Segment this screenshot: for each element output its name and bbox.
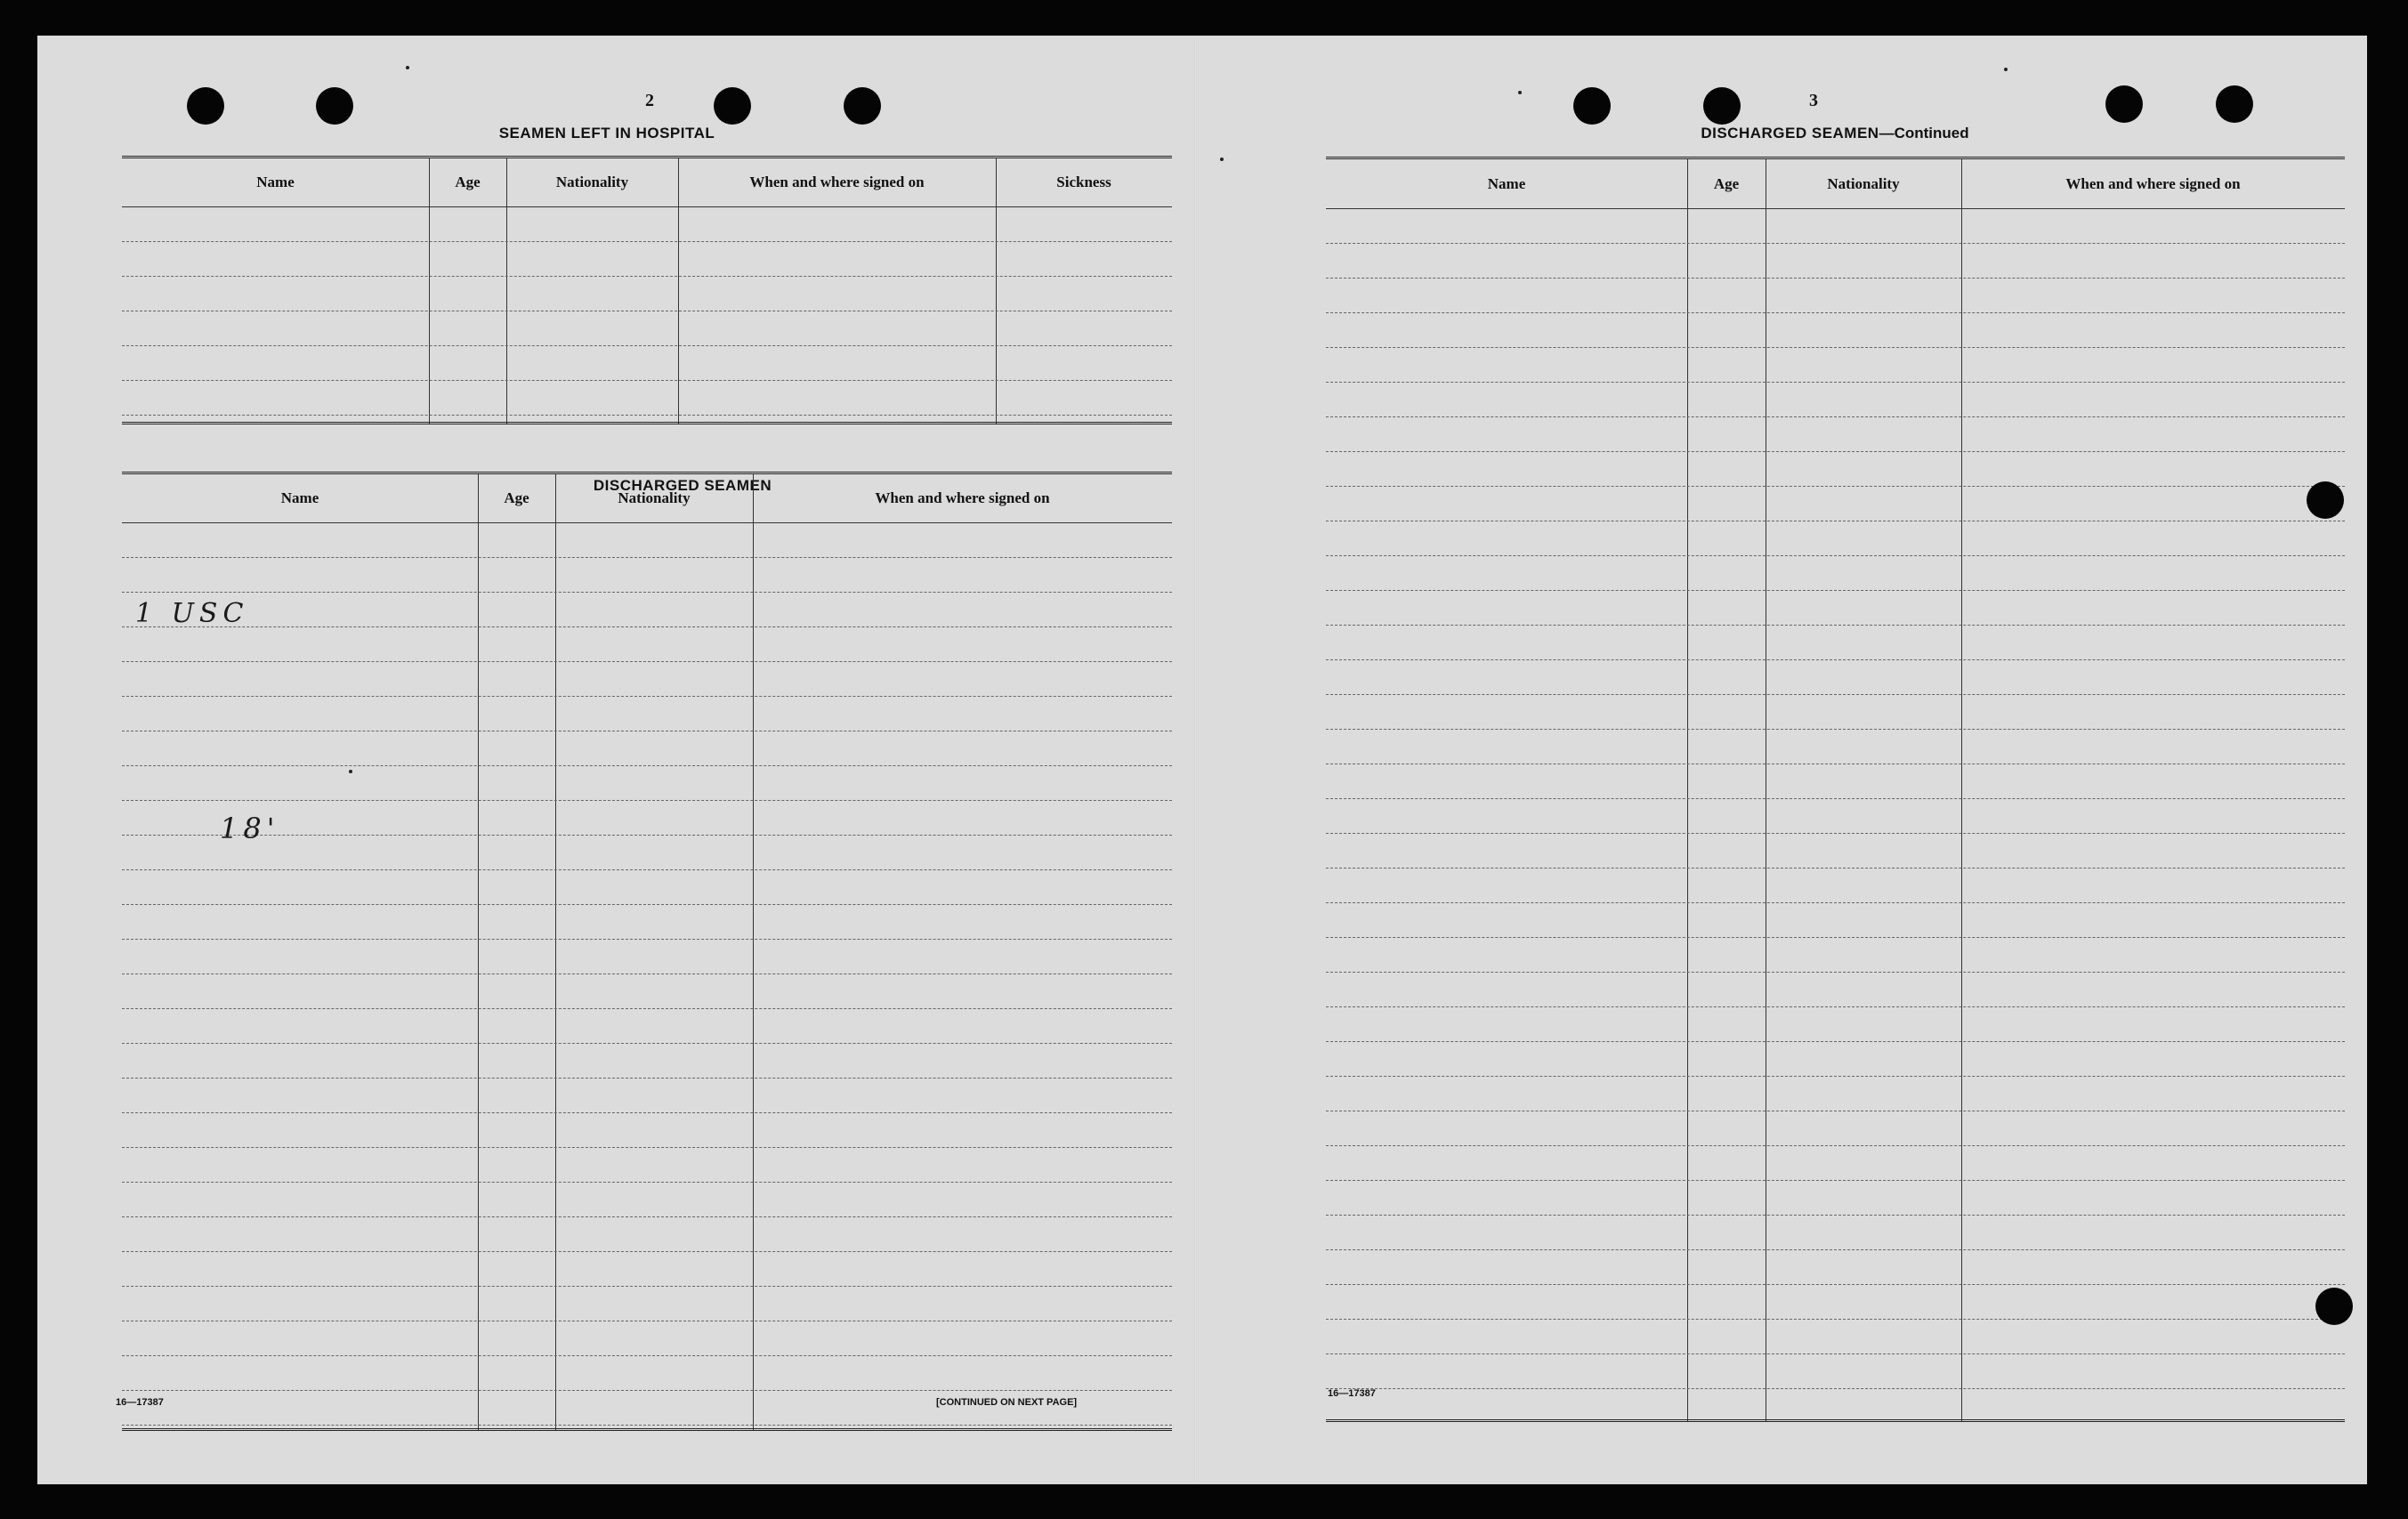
discharged-continued-table-row	[1326, 1215, 2345, 1249]
col-sickness: Sickness	[1056, 174, 1111, 190]
discharged-continued-table-row	[1326, 659, 2345, 694]
discharged-table-row	[122, 1043, 1172, 1078]
col-name: Name	[280, 489, 319, 506]
discharged-continued-table-row	[1326, 243, 2345, 278]
hospital-table-row	[122, 345, 1172, 380]
hospital-table	[122, 156, 1172, 422]
binder-hole	[316, 87, 353, 125]
discharged-table-row	[122, 731, 1172, 765]
discharged-continued-table-row	[1326, 1111, 2345, 1145]
discharged-continued-table-row	[1326, 208, 2345, 243]
document-scan	[37, 36, 2367, 1484]
binder-hole	[714, 87, 751, 125]
page-2	[37, 36, 1194, 1484]
col-signed-on: When and where signed on	[875, 489, 1050, 506]
discharged-table-header	[122, 474, 1172, 523]
discharged-continued-table-row	[1326, 590, 2345, 625]
discharged-continued-table-row	[1326, 555, 2345, 590]
binder-hole	[2307, 481, 2344, 519]
discharged-table-row	[122, 1182, 1172, 1216]
discharged-continued-table-row	[1326, 312, 2345, 347]
discharged-continued-table-row	[1326, 937, 2345, 972]
discharged-table-row	[122, 1008, 1172, 1043]
discharged-table-row	[122, 1355, 1172, 1390]
discharged-continued-table-row	[1326, 521, 2345, 555]
discharged-table-row	[122, 522, 1172, 557]
binder-hole	[2216, 85, 2253, 123]
discharged-table-row	[122, 765, 1172, 800]
hospital-table-row	[122, 276, 1172, 311]
handwritten-entry-1: 1 USC	[135, 598, 249, 629]
discharged-continued-table	[1326, 157, 2345, 1419]
discharged-table-row	[122, 1251, 1172, 1286]
col-signed-on: When and where signed on	[749, 174, 925, 190]
discharged-continued-table-row	[1326, 764, 2345, 798]
binder-hole	[1573, 87, 1611, 125]
ink-speck	[406, 66, 409, 69]
discharged-continued-table-row	[1326, 1076, 2345, 1111]
continued-note: [CONTINUED ON NEXT PAGE]	[936, 1397, 1078, 1408]
discharged-table-row	[122, 626, 1172, 661]
discharged-continued-table-row	[1326, 1180, 2345, 1215]
table-bottom-rule	[122, 1428, 1172, 1431]
discharged-continued-table-row	[1326, 1284, 2345, 1319]
col-name: Name	[1487, 174, 1526, 192]
discharged-continued-table-row	[1326, 1319, 2345, 1353]
discharged-table-row	[122, 869, 1172, 904]
discharged-continued-table-row	[1326, 382, 2345, 416]
hospital-table-row	[122, 380, 1172, 415]
discharged-continued-table-row	[1326, 278, 2345, 312]
page-3	[1194, 36, 2367, 1484]
discharged-continued-title	[1586, 125, 2084, 142]
discharged-continued-table-header	[1326, 159, 2345, 209]
discharged-continued-table-row	[1326, 1249, 2345, 1284]
binder-hole	[187, 87, 224, 125]
discharged-table-row	[122, 557, 1172, 592]
discharged-continued-table-row	[1326, 1006, 2345, 1041]
title-continued: —Continued	[1879, 125, 1969, 141]
discharged-table-row	[122, 1078, 1172, 1112]
hospital-table-header	[122, 158, 1172, 207]
discharged-continued-table-row	[1326, 1145, 2345, 1180]
ruled-line	[1326, 1388, 2345, 1389]
col-age: Age	[455, 174, 481, 190]
title-main: DISCHARGED SEAMEN	[1701, 125, 1879, 141]
col-nationality: Nationality	[618, 489, 691, 506]
discharged-continued-table-row	[1326, 902, 2345, 937]
hospital-table-row	[122, 241, 1172, 276]
binder-hole	[2105, 85, 2143, 123]
discharged-continued-table-row	[1326, 486, 2345, 521]
hospital-table-row	[122, 311, 1172, 345]
page-fold	[1194, 36, 1197, 1484]
discharged-continued-table-row	[1326, 694, 2345, 729]
discharged-continued-table-row	[1326, 451, 2345, 486]
discharged-table-row	[122, 1147, 1172, 1182]
discharged-continued-table-row	[1326, 798, 2345, 833]
page-number: 3	[1809, 91, 1818, 110]
discharged-table-row	[122, 696, 1172, 731]
discharged-table-row	[122, 939, 1172, 974]
binder-hole	[844, 87, 881, 125]
discharged-table-row	[122, 1321, 1172, 1355]
col-nationality: Nationality	[555, 174, 629, 190]
discharged-table	[122, 472, 1172, 1428]
binder-hole	[1703, 87, 1741, 125]
col-signed-on: When and where signed on	[2065, 174, 2241, 192]
ink-speck	[2004, 68, 2008, 71]
discharged-table-row	[122, 1286, 1172, 1321]
ink-speck	[1220, 158, 1224, 161]
discharged-table-row	[122, 661, 1172, 696]
table-bottom-rule	[122, 422, 1172, 424]
discharged-continued-table-row	[1326, 625, 2345, 659]
ink-speck	[349, 770, 352, 773]
discharged-continued-table-row	[1326, 347, 2345, 382]
discharged-table-row	[122, 1112, 1172, 1147]
discharged-continued-table-row	[1326, 416, 2345, 451]
ruled-line	[122, 1425, 1172, 1426]
col-name: Name	[256, 174, 295, 190]
ink-speck	[1518, 91, 1522, 94]
discharged-continued-table-row	[1326, 1353, 2345, 1388]
page-number: 2	[645, 91, 654, 110]
discharged-table-row	[122, 1216, 1172, 1251]
discharged-table-row	[122, 904, 1172, 939]
discharged-table-row	[122, 974, 1172, 1008]
col-age: Age	[504, 489, 529, 506]
discharged-continued-table-row	[1326, 868, 2345, 902]
discharged-table-row	[122, 592, 1172, 626]
discharged-continued-table-row	[1326, 1041, 2345, 1076]
discharged-section-title: DISCHARGED SEAMEN	[593, 477, 772, 494]
binder-hole	[2315, 1288, 2353, 1325]
discharged-continued-table-row	[1326, 729, 2345, 764]
col-age: Age	[1713, 174, 1740, 192]
ruled-line	[122, 415, 1172, 416]
col-nationality: Nationality	[1827, 174, 1900, 192]
hospital-table-row	[122, 206, 1172, 241]
discharged-continued-table-row	[1326, 833, 2345, 868]
handwritten-entry-2: 18'	[220, 812, 280, 845]
discharged-continued-table-row	[1326, 972, 2345, 1006]
form-number: 16—17387	[116, 1397, 164, 1408]
hospital-section-title: SEAMEN LEFT IN HOSPITAL	[498, 125, 715, 141]
form-number: 16—17387	[1328, 1388, 1376, 1399]
table-bottom-rule	[1326, 1419, 2345, 1422]
